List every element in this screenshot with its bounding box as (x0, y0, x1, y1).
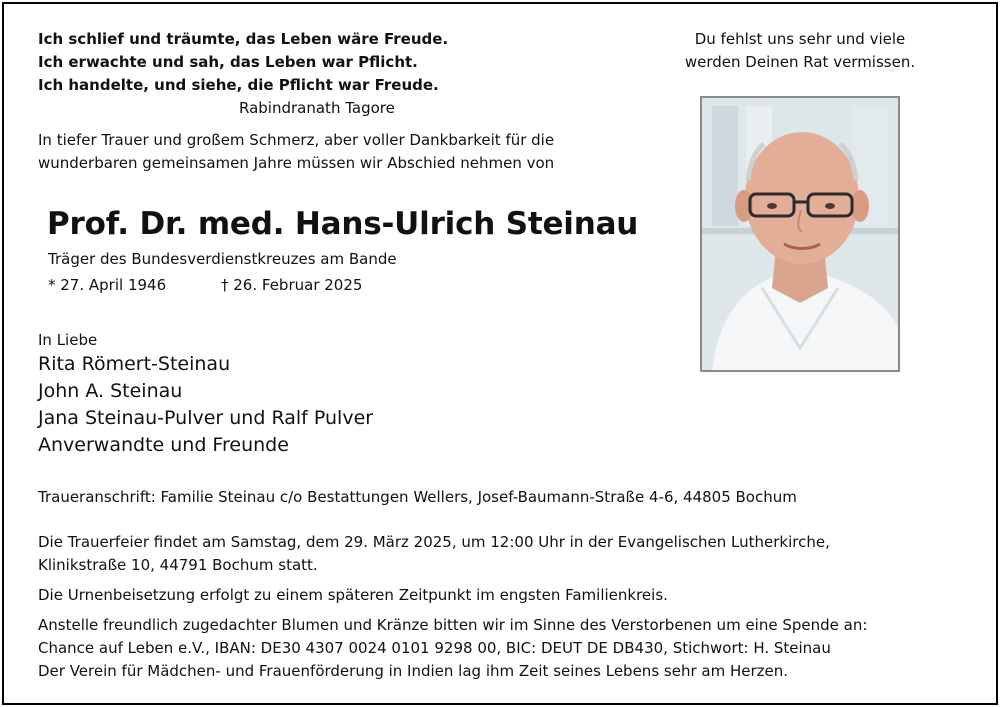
urn-burial-note: Die Urnenbeisetzung erfolgt zu einem späteren Zeitpunkt im engsten Familienkreis. (38, 586, 668, 604)
birth-date: * 27. April 1946 (48, 276, 167, 294)
poem-line-2: Ich erwachte und sah, das Leben war Pflicht. (38, 53, 418, 71)
mourner-name: John A. Steinau (38, 380, 183, 402)
ceremony-line-1: Die Trauerfeier findet am Samstag, dem 29. März 2025, um 12:00 Uhr in der Evangelischen Lutherkirche, (38, 533, 830, 551)
donation-line-1: Anstelle freundlich zugedachter Blumen und Kränze bitten wir im Sinne des Verstorbenen um eine Spende an: (38, 616, 868, 634)
deceased-honor: Träger des Bundesverdienstkreuzes am Bande (48, 250, 397, 268)
intro-line-2: wunderbaren gemeinsamen Jahre müssen wir Abschied nehmen von (38, 154, 555, 172)
mourning-address: Traueranschrift: Familie Steinau c/o Bestattungen Wellers, Josef-Baumann-Straße 4-6, 44805 Bochum (38, 488, 797, 506)
mourner-name: Rita Römert-Steinau (38, 353, 231, 375)
death-date: † 26. Februar 2025 (221, 276, 363, 294)
poem-line-1: Ich schlief und träumte, das Leben wäre Freude. (38, 30, 449, 48)
ceremony-line-2: Klinikstraße 10, 44791 Bochum statt. (38, 556, 318, 574)
donation-line-3: Der Verein für Mädchen- und Frauenförderung in Indien lag ihm Zeit seines Lebens sehr am Herzen. (38, 662, 789, 680)
right-quote-line-2: werden Deinen Rat vermissen. (684, 53, 916, 71)
mourner-name: Jana Steinau-Pulver und Ralf Pulver (38, 407, 374, 429)
portrait-photo (700, 96, 900, 372)
mourner-name: Anverwandte und Freunde (38, 434, 289, 456)
deceased-name: Prof. Dr. med. Hans-Ulrich Steinau (47, 206, 639, 242)
mourners-intro: In Liebe (38, 331, 98, 349)
poem-line-3: Ich handelte, und siehe, die Pflicht war Freude. (38, 76, 439, 94)
donation-line-2: Chance auf Leben e.V., IBAN: DE30 4307 0024 0101 9298 00, BIC: DEUT DE DB430, Stichwort: H. Steinau (38, 639, 831, 657)
poem-author: Rabindranath Tagore (239, 99, 395, 117)
intro-line-1: In tiefer Trauer und großem Schmerz, aber voller Dankbarkeit für die (38, 131, 555, 149)
right-quote-line-1: Du fehlst uns sehr und viele (694, 30, 906, 48)
portrait-illustration (702, 98, 898, 370)
